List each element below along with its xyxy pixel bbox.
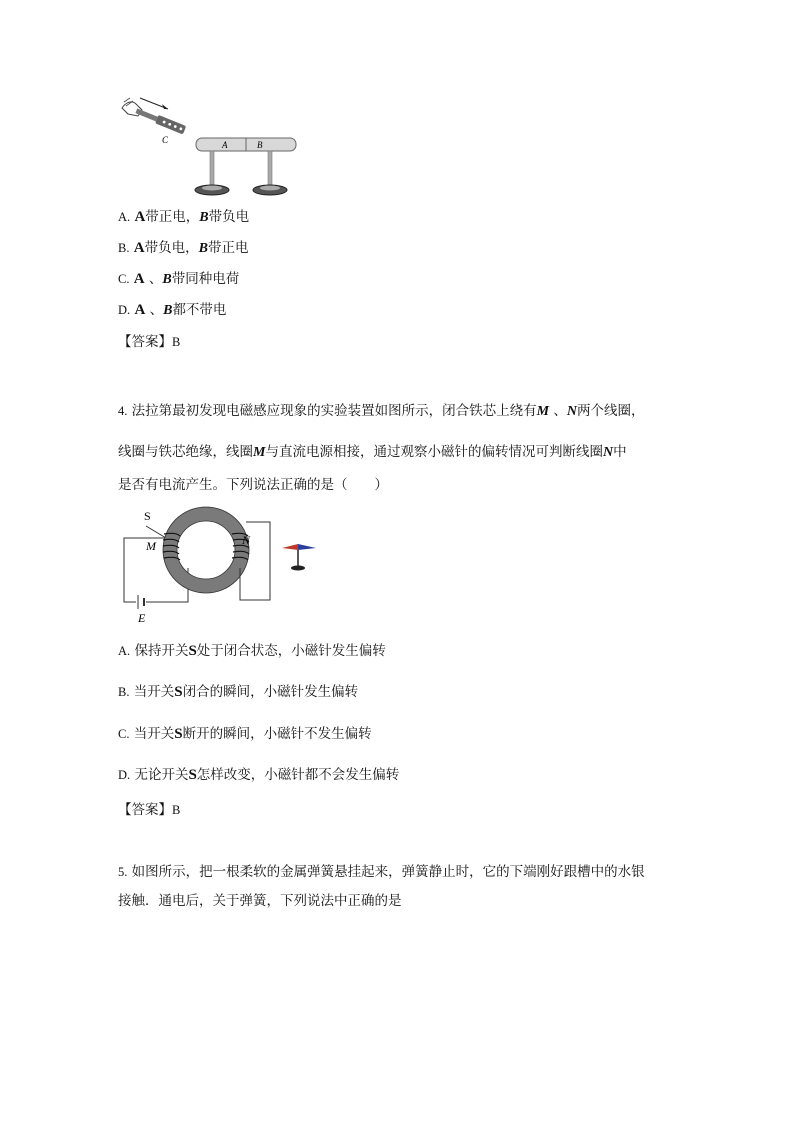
switch-icon bbox=[146, 526, 166, 538]
label-m: M bbox=[146, 539, 156, 553]
q4-stem-line1: 4. 法拉第最初发现电磁感应现象的实验装置如图所示，闭合铁芯上绕有M 、N两个线圈， bbox=[118, 403, 645, 419]
q3-answer: 【答案】B bbox=[118, 334, 181, 350]
label-b: B bbox=[257, 140, 263, 150]
label-e: E bbox=[138, 611, 146, 625]
battery-icon bbox=[138, 595, 144, 609]
q4-stem-line2: 线圈与铁芯绝缘，线圈M与直流电源相接，通过观察小磁针的偏转情况可判断线圈N中 bbox=[118, 444, 627, 460]
electroscope-figure bbox=[118, 94, 308, 202]
q4-stem-line3: 是否有电流产生。下列说法正确的是（ ） bbox=[118, 477, 388, 493]
label-a: A bbox=[222, 140, 228, 150]
q3-option-a: A. A带正电，B带负电 bbox=[118, 209, 250, 225]
compass-needle-icon bbox=[282, 544, 316, 571]
q4-answer: 【答案】B bbox=[118, 802, 181, 818]
label-c: C bbox=[162, 135, 169, 145]
q3-option-c: C. A 、B带同种电荷 bbox=[118, 271, 240, 287]
label-n: N bbox=[242, 533, 251, 547]
faraday-ring-figure bbox=[118, 504, 328, 626]
q3-option-d: D. A 、B都不带电 bbox=[118, 302, 227, 318]
q4-option-c: C. 当开关S断开的瞬间，小磁针不发生偏转 bbox=[118, 726, 372, 742]
label-s: S bbox=[144, 509, 151, 523]
q4-option-b: B. 当开关S闭合的瞬间，小磁针发生偏转 bbox=[118, 684, 359, 700]
motion-arrow-icon bbox=[140, 98, 168, 109]
q5-stem-line2: 接触．通电后，关于弹簧，下列说法中正确的是 bbox=[118, 893, 402, 909]
q4-option-d: D. 无论开关S怎样改变，小磁针都不会发生偏转 bbox=[118, 767, 400, 783]
q4-option-a: A. 保持开关S处于闭合状态，小磁针发生偏转 bbox=[118, 643, 386, 659]
iron-ring bbox=[170, 514, 242, 586]
charged-rod bbox=[135, 107, 187, 135]
q5-stem-line1: 5. 如图所示，把一根柔软的金属弹簧悬挂起来，弹簧静止时，它的下端刚好跟槽中的水银 bbox=[118, 864, 645, 880]
q3-option-b: B. A带负电，B带正电 bbox=[118, 240, 249, 256]
